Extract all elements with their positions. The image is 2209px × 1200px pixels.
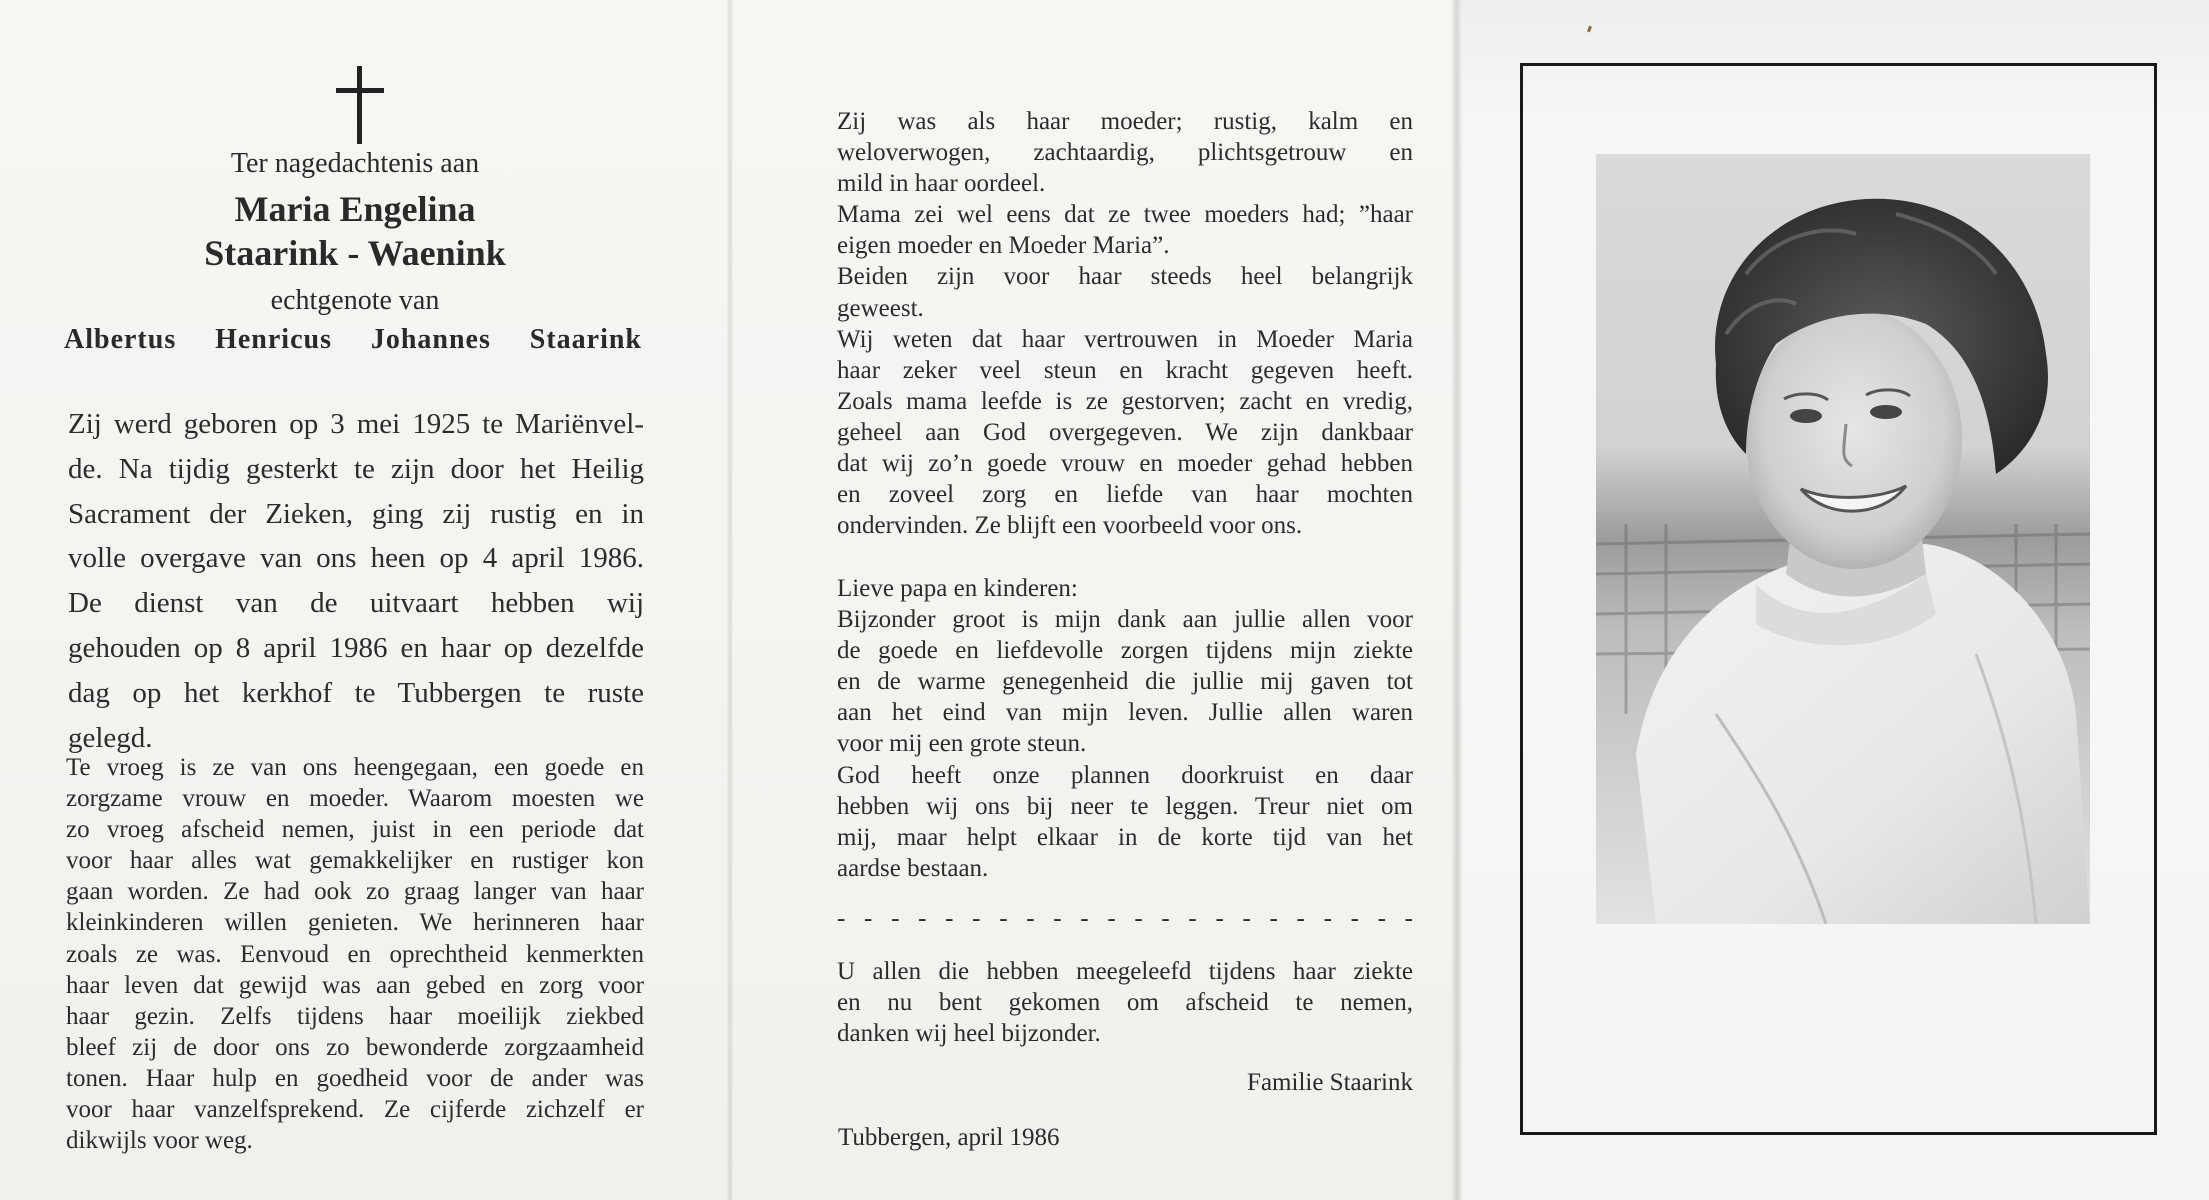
text-line: tonen. Haar hulp en goedheid voor de ander was <box>66 1064 644 1092</box>
thanks-paragraph <box>837 956 1413 1049</box>
text-line: weloverwogen, zachtaardig, plichtsgetrouw en <box>837 139 1413 167</box>
text-line: dat wij zo’n goede vrouw en moeder gehad hebben <box>837 450 1413 478</box>
dash: - <box>1188 905 1197 932</box>
text-line: volle overgave van ons heen op 4 april 1986. <box>68 542 644 575</box>
dash: - <box>1323 905 1332 932</box>
text-line: geweest. <box>837 294 924 322</box>
dash: - <box>837 905 846 932</box>
text-line: voor mij een grote steun. <box>837 730 1087 758</box>
text-line: haar zeker veel steun en kracht gegeven heeft. <box>837 356 1413 384</box>
text-line: Wij weten dat haar vertrouwen in Moeder Maria <box>837 325 1413 353</box>
text-line: mild in haar oordeel. <box>837 170 1046 198</box>
text-line: zorgzame vrouw en moeder. Waarom moesten we <box>66 785 644 813</box>
text-line: Zij werd geboren op 3 mei 1925 te Mariënvel- <box>68 408 644 440</box>
text-line: Te vroeg is ze van ons heengegaan, een goede en <box>66 754 644 781</box>
spouse-name-part: Henricus <box>215 324 332 355</box>
text-line: gehouden op 8 april 1986 en haar op dezelfde <box>68 631 644 664</box>
text-line: dikwijls voor weg. <box>66 1127 253 1155</box>
text-line: God heeft onze plannen doorkruist en daar <box>837 761 1413 789</box>
text-line: Mama zei wel eens dat ze twee moeders had; ”haar <box>837 201 1413 229</box>
dash: - <box>1296 905 1305 932</box>
text-line: geheel aan God overgegeven. We zijn dankbaar <box>837 418 1413 446</box>
birth-death-paragraph <box>68 402 644 760</box>
text-line: De dienst van de uitvaart hebben wij <box>68 587 644 620</box>
text-line: Bijzonder groot is mijn dank aan jullie allen voor <box>837 606 1413 634</box>
text-line: aan het eind van mijn leven. Jullie allen waren <box>837 699 1413 727</box>
dash: - <box>999 905 1008 932</box>
text-line: en de warme genegenheid die jullie mij gaven tot <box>837 668 1413 696</box>
dash: - <box>1080 905 1089 932</box>
text-line: kleinkinderen willen genieten. We herinneren haar <box>66 909 644 937</box>
text-line: en nu bent gekomen om afscheid te nemen, <box>837 989 1413 1017</box>
dash: - <box>1026 905 1035 932</box>
dash: - <box>1134 905 1143 932</box>
text-line: zo vroeg afscheid nemen, juist in een periode dat <box>66 816 644 844</box>
dash: - <box>945 905 954 932</box>
card-fold-right <box>1452 0 1462 1200</box>
text-line: mij, maar helpt elkaar in de korte tijd van het <box>837 823 1413 851</box>
text-line: haar gezin. Zelfs tijdens haar moeilijk ziekbed <box>66 1002 644 1030</box>
text-line: zoals ze was. Eenvoud en oprechtheid kenmerkten <box>66 940 644 968</box>
spouse-name-part: Johannes <box>370 324 491 355</box>
dash: - <box>972 905 981 932</box>
dash: - <box>864 905 873 932</box>
text-line: bleef zij de door ons zo bewonderde zorgzaamheid <box>66 1033 644 1061</box>
cross-icon <box>336 66 384 144</box>
dashed-separator <box>837 905 1413 933</box>
place-date: Tubbergen, april 1986 <box>838 1124 1060 1151</box>
portrait-photo <box>1596 154 2090 924</box>
remembrance-paragraph <box>66 752 644 1156</box>
text-line: eigen moeder en Moeder Maria”. <box>837 232 1170 260</box>
dash: - <box>1161 905 1170 932</box>
text-line: de. Na tijdig gesterkt te zijn door het Heilig <box>68 452 644 485</box>
text-line: de goede en liefdevolle zorgen tijdens mijn ziekte <box>837 637 1413 665</box>
dash: - <box>1404 905 1413 932</box>
text-line: en zoveel zorg en liefde van haar mochten <box>837 481 1413 509</box>
text-line: danken wij heel bijzonder. <box>837 1020 1101 1048</box>
dash: - <box>1107 905 1116 932</box>
farewell-letter <box>837 573 1413 884</box>
card-fold-left <box>727 0 733 1200</box>
spouse-of-label: echtgenote van <box>270 285 440 316</box>
text-line: Zij was als haar moeder; rustig, kalm en <box>837 108 1413 135</box>
text-line: ondervinden. Ze blijft een voorbeeld voor ons. <box>837 512 1303 540</box>
family-signature: Familie Staarink <box>1247 1069 1413 1096</box>
text-line: gelegd. <box>68 721 153 754</box>
text-line: voor haar vanzelfsprekend. Ze cijferde zichzelf er <box>66 1096 644 1124</box>
text-line: haar leven dat gewijd was aan gebed en zorg voor <box>66 971 644 999</box>
text-line: Lieve papa en kinderen: <box>837 575 1078 602</box>
text-line: aardse bestaan. <box>837 854 989 882</box>
spouse-name-part: Staarink <box>529 324 642 355</box>
deceased-name-line1: Maria Engelina <box>234 189 476 229</box>
in-memory-heading: Ter nagedachtenis aan <box>230 148 480 179</box>
mother-paragraph <box>837 106 1413 541</box>
dash: - <box>1350 905 1359 932</box>
dash: - <box>891 905 900 932</box>
deceased-name-line2: Staarink - Waenink <box>204 233 506 273</box>
dash: - <box>1269 905 1278 932</box>
dash: - <box>1215 905 1224 932</box>
text-line: U allen die hebben meegeleefd tijdens haar ziekte <box>837 958 1413 985</box>
text-line: hebben wij ons bij neer te leggen. Treur niet om <box>837 792 1413 820</box>
text-line: Beiden zijn voor haar steeds heel belangrijk <box>837 263 1413 291</box>
dash: - <box>1053 905 1062 932</box>
text-line: Zoals mama leefde is ze gestorven; zacht en vredig, <box>837 387 1413 415</box>
text-line: dag op het kerkhof te Tubbergen te ruste <box>68 676 644 709</box>
text-line: gaan worden. Ze had ook zo graag langer van haar <box>66 878 644 906</box>
dash: - <box>1377 905 1386 932</box>
spouse-name-part: Albertus <box>64 324 177 355</box>
dash: - <box>918 905 927 932</box>
text-line: voor haar alles wat gemakkelijker en rustiger kon <box>66 847 644 875</box>
dash: - <box>1242 905 1251 932</box>
text-line: Sacrament der Zieken, ging zij rustig en in <box>68 497 644 530</box>
spouse-name <box>64 324 642 356</box>
